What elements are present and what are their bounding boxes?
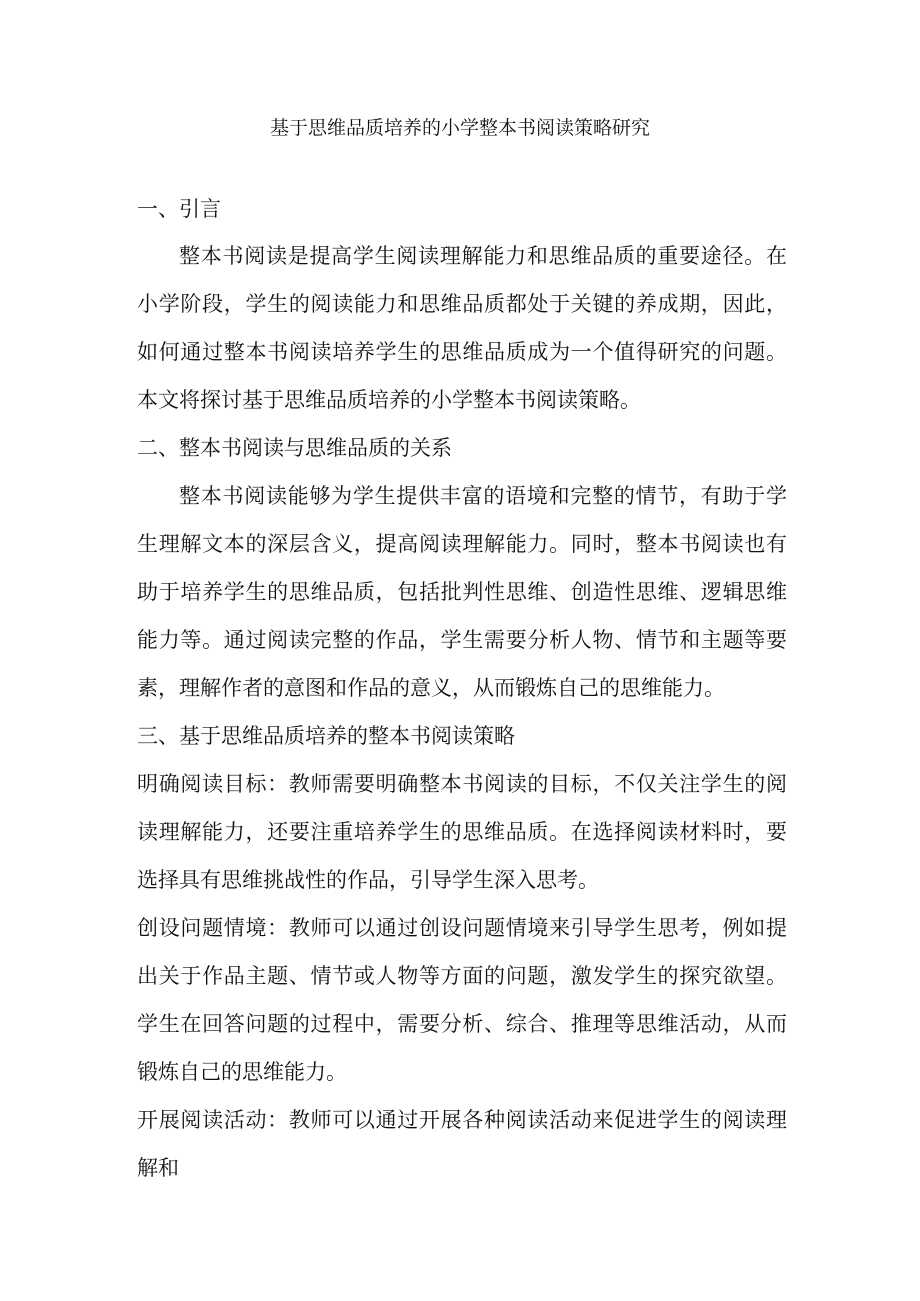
relationship-paragraph: 整本书阅读能够为学生提供丰富的语境和完整的情节，有助于学生理解文本的深层含义，提高阅读理解能力。同时，整本书阅读也有助于培养学生的思维品质，包括批判性思维、创造性思维、逻辑思维能力等。通过阅读完整的作品，学生需要分析人物、情节和主题等要素，理解作者的意图和作品的意义，从而锻炼自己的思维能力。 xyxy=(137,484,787,700)
strategy-paragraph-questions: 创设问题情境：教师可以通过创设问题情境来引导学生思考，例如提出关于作品主题、情节或人物等方面的问题，激发学生的探究欲望。学生在回答问题的过程中，需要分析、综合、推理等思维活动，从而锻炼自己的思维能力。 xyxy=(137,916,787,1084)
document-title: 基于思维品质培养的小学整本书阅读策略研究 xyxy=(269,117,650,139)
strategy-paragraph-goals: 明确阅读目标：教师需要明确整本书阅读的目标，不仅关注学生的阅读理解能力，还要注重培养学生的思维品质。在选择阅读材料时，要选择具有思维挑战性的作品，引导学生深入思考。 xyxy=(137,772,787,892)
strategy-paragraph-activities: 开展阅读活动：教师可以通过开展各种阅读活动来促进学生的阅读理解和 xyxy=(137,1108,787,1180)
section-heading-relationship: 二、整本书阅读与思维品质的关系 xyxy=(137,436,452,460)
section-heading-strategies: 三、基于思维品质培养的整本书阅读策略 xyxy=(137,724,515,748)
section-heading-introduction: 一、引言 xyxy=(137,197,221,221)
introduction-paragraph: 整本书阅读是提高学生阅读理解能力和思维品质的重要途径。在小学阶段，学生的阅读能力和思维品质都处于关键的养成期，因此，如何通过整本书阅读培养学生的思维品质成为一个值得研究的问题。本文将探讨基于思维品质培养的小学整本书阅读策略。 xyxy=(137,244,787,412)
